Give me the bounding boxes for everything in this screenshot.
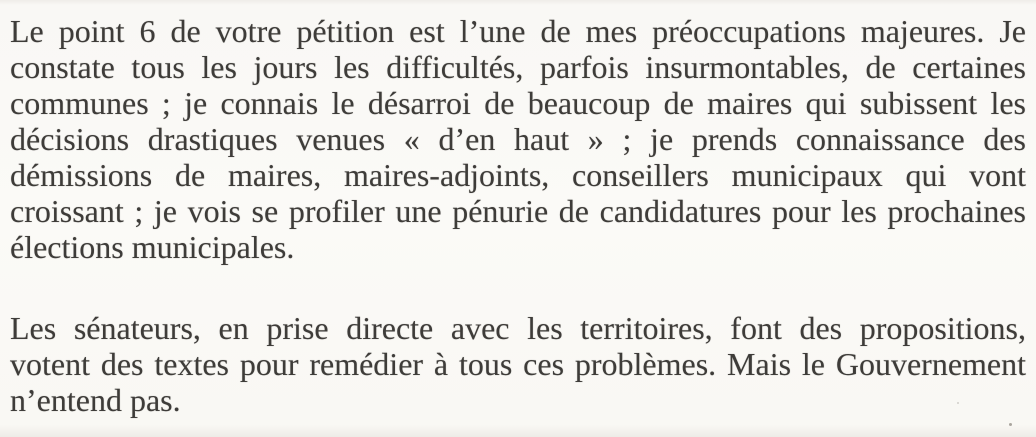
paragraph-petition-point-6 [10, 13, 1026, 265]
text-line: croissant ; je vois se profiler une pénurie de candidatures pour les prochaines [10, 193, 1026, 229]
text-line: communes ; je connais le désarroi de beaucoup de maires qui subissent les [10, 85, 1026, 121]
scan-dust-speck [1009, 423, 1012, 426]
scan-dust-speck [957, 402, 959, 404]
text-line: décisions drastiques venues « d’en haut » ; je prends connaissance des [10, 121, 1026, 157]
text-line: constate tous les jours les difficultés, parfois insurmontables, de certaines [10, 49, 1026, 85]
text-line: Les sénateurs, en prise directe avec les territoires, font des propositions, [10, 310, 1026, 346]
paragraph-senateurs [10, 310, 1026, 418]
text-line: élections municipales. [10, 229, 295, 265]
text-line: Le point 6 de votre pétition est l’une de mes préoccupations majeures. Je [10, 13, 1026, 49]
text-line: n’entend pas. [10, 382, 181, 418]
text-line: votent des textes pour remédier à tous ces problèmes. Mais le Gouvernement [10, 346, 1026, 382]
text-line: démissions de maires, maires-adjoints, conseillers municipaux qui vont [10, 157, 1026, 193]
